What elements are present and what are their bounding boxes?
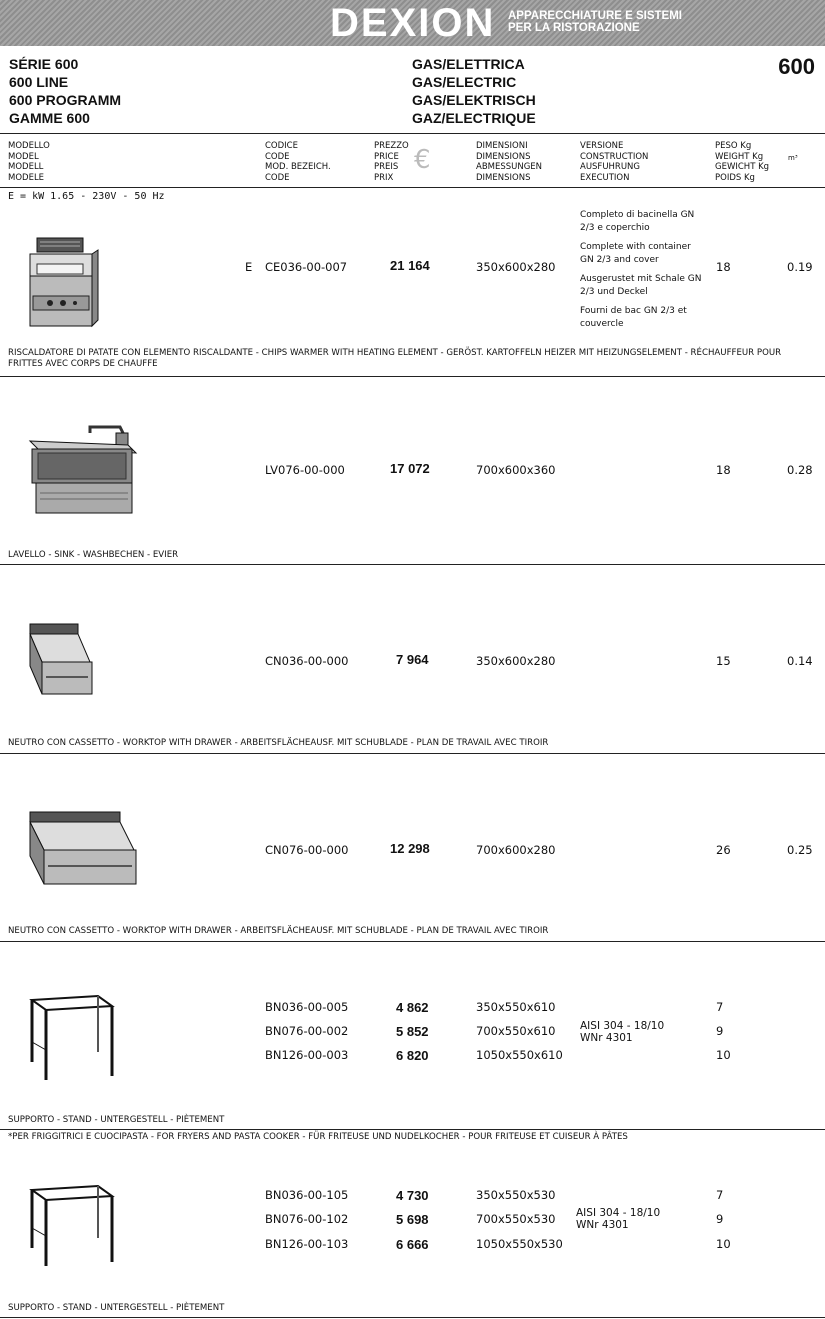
sink-image	[28, 423, 140, 518]
stand-price: 5 852	[396, 1024, 429, 1039]
product-code: CN076-00-000	[265, 843, 349, 857]
stand-code: BN076-00-102	[265, 1212, 349, 1226]
divider	[0, 941, 825, 942]
stand-version: AISI 304 - 18/10 WNr 4301	[576, 1207, 661, 1231]
stand-code: BN036-00-105	[265, 1188, 349, 1202]
stand-dimensions: 1050x550x610	[476, 1048, 563, 1062]
stand-weight: 7	[716, 1000, 724, 1014]
chips-warmer-image	[25, 230, 100, 330]
product-price: 12 298	[390, 841, 430, 856]
product-price: 17 072	[390, 461, 430, 476]
product-volume: 0.14	[787, 654, 813, 668]
worktop-large-image	[28, 810, 140, 888]
col-version-header: VERSIONE CONSTRUCTION AUSFUHRUNG EXECUTION	[580, 141, 649, 183]
product-volume: 0.28	[787, 463, 813, 477]
col-volume-header: m³	[788, 154, 798, 162]
dexion-logo: DEXION	[330, 1, 496, 45]
stand-price: 4 862	[396, 1000, 429, 1015]
stand-weight: 10	[716, 1048, 731, 1062]
brand-banner	[0, 0, 825, 46]
product-dimensions: 700x600x280	[476, 843, 556, 857]
euro-icon: €	[414, 145, 431, 175]
col-code-header: CODICE CODE MOD. BEZEICH. CODE	[265, 141, 331, 183]
product-caption: RISCALDATORE DI PATATE CON ELEMENTO RISCALDANTE - CHIPS WARMER WITH HEATING ELEMENT - GERÖST. KARTOFFELN HEIZER MIT HEIZUNGSELEMENT - RÉCHAUFFEUR POUR FRITTES AVEC CORPS DE CHAUFFE	[8, 348, 782, 369]
product-weight: 18	[716, 260, 731, 274]
stand-price: 6 820	[396, 1048, 429, 1063]
stand-caption: SUPPORTO - STAND - UNTERGESTELL - PIÈTEMENT	[8, 1303, 225, 1313]
divider	[0, 564, 825, 565]
product-volume: 0.25	[787, 843, 813, 857]
stand-code: BN126-00-103	[265, 1237, 349, 1251]
product-version: Completo di bacinella GN 2/3 e coperchio Complete with container GN 2/3 and cover Ausgerustet mit Schale GN 2/3 und Deckel Fourni de bac GN 2/3 et couvercle	[580, 210, 702, 329]
col-price-header: PREZZO PRICE PREIS PRIX	[374, 141, 409, 183]
stand-image	[28, 992, 118, 1084]
stand-image	[28, 1182, 118, 1270]
col-model-header: MODELLO MODEL MODELL MODELE	[8, 141, 50, 183]
product-weight: 15	[716, 654, 731, 668]
stand-version: AISI 304 - 18/10 WNr 4301	[580, 1020, 665, 1044]
stand-weight: 9	[716, 1212, 724, 1226]
divider	[0, 376, 825, 377]
product-code: CN036-00-000	[265, 654, 349, 668]
electric-flag: E	[245, 260, 253, 274]
product-volume: 0.19	[787, 260, 813, 274]
col-dimensions-header: DIMENSIONI DIMENSIONS ABMESSUNGEN DIMENSIONS	[476, 141, 543, 183]
stand-price: 6 666	[396, 1237, 429, 1252]
stand-weight: 7	[716, 1188, 724, 1202]
series-title: SÉRIE 600 600 LINE 600 PROGRAMM GAMME 600	[9, 56, 122, 126]
stand-code: BN076-00-002	[265, 1024, 349, 1038]
stand-code: BN126-00-003	[265, 1048, 349, 1062]
product-dimensions: 350x600x280	[476, 654, 556, 668]
fuel-type-title: GAS/ELETTRICA GAS/ELECTRIC GAS/ELEKTRISCH GAZ/ELECTRIQUE	[412, 56, 536, 126]
divider	[0, 187, 825, 188]
stand-dimensions: 700x550x610	[476, 1024, 556, 1038]
page-number: 600	[778, 54, 815, 79]
product-caption: NEUTRO CON CASSETTO - WORKTOP WITH DRAWER - ARBEITSFLÄCHEAUSF. MIT SCHUBLADE - PLAN DE TRAVAIL AVEC TIROIR	[8, 926, 549, 936]
product-code: CE036-00-007	[265, 260, 348, 274]
col-weight-header: PESO Kg WEIGHT Kg GEWICHT Kg POIDS Kg	[715, 141, 770, 183]
electric-spec: E = kW 1.65 - 230V - 50 Hz	[8, 191, 165, 202]
product-caption: NEUTRO CON CASSETTO - WORKTOP WITH DRAWER - ARBEITSFLÄCHEAUSF. MIT SCHUBLADE - PLAN DE TRAVAIL AVEC TIROIR	[8, 738, 549, 748]
divider	[0, 1129, 825, 1130]
divider	[0, 1317, 825, 1318]
stand-dimensions: 350x550x530	[476, 1188, 556, 1202]
divider	[0, 753, 825, 754]
product-code: LV076-00-000	[265, 463, 345, 477]
stand-note: *PER FRIGGITRICI E CUOCIPASTA - FOR FRYERS AND PASTA COOKER - FÜR FRITEUSE UND NUDELKOCHER - POUR FRITEUSE ET CUISEUR À PÂTES	[8, 1132, 628, 1142]
stand-weight: 10	[716, 1237, 731, 1251]
product-price: 21 164	[390, 258, 430, 273]
product-caption: LAVELLO - SINK - WASHBECHEN - EVIER	[8, 550, 179, 560]
banner-tagline: APPARECCHIATURE E SISTEMI PER LA RISTORAZIONE	[508, 10, 683, 34]
stand-price: 5 698	[396, 1212, 429, 1227]
worktop-small-image	[28, 622, 98, 697]
stand-dimensions: 350x550x610	[476, 1000, 556, 1014]
stand-caption: SUPPORTO - STAND - UNTERGESTELL - PIÈTEMENT	[8, 1115, 225, 1125]
stand-dimensions: 1050x550x530	[476, 1237, 563, 1251]
product-weight: 18	[716, 463, 731, 477]
divider	[0, 133, 825, 134]
stand-code: BN036-00-005	[265, 1000, 349, 1014]
stand-price: 4 730	[396, 1188, 429, 1203]
product-price: 7 964	[396, 652, 429, 667]
product-dimensions: 700x600x360	[476, 463, 556, 477]
product-weight: 26	[716, 843, 731, 857]
stand-dimensions: 700x550x530	[476, 1212, 556, 1226]
product-dimensions: 350x600x280	[476, 260, 556, 274]
stand-weight: 9	[716, 1024, 724, 1038]
